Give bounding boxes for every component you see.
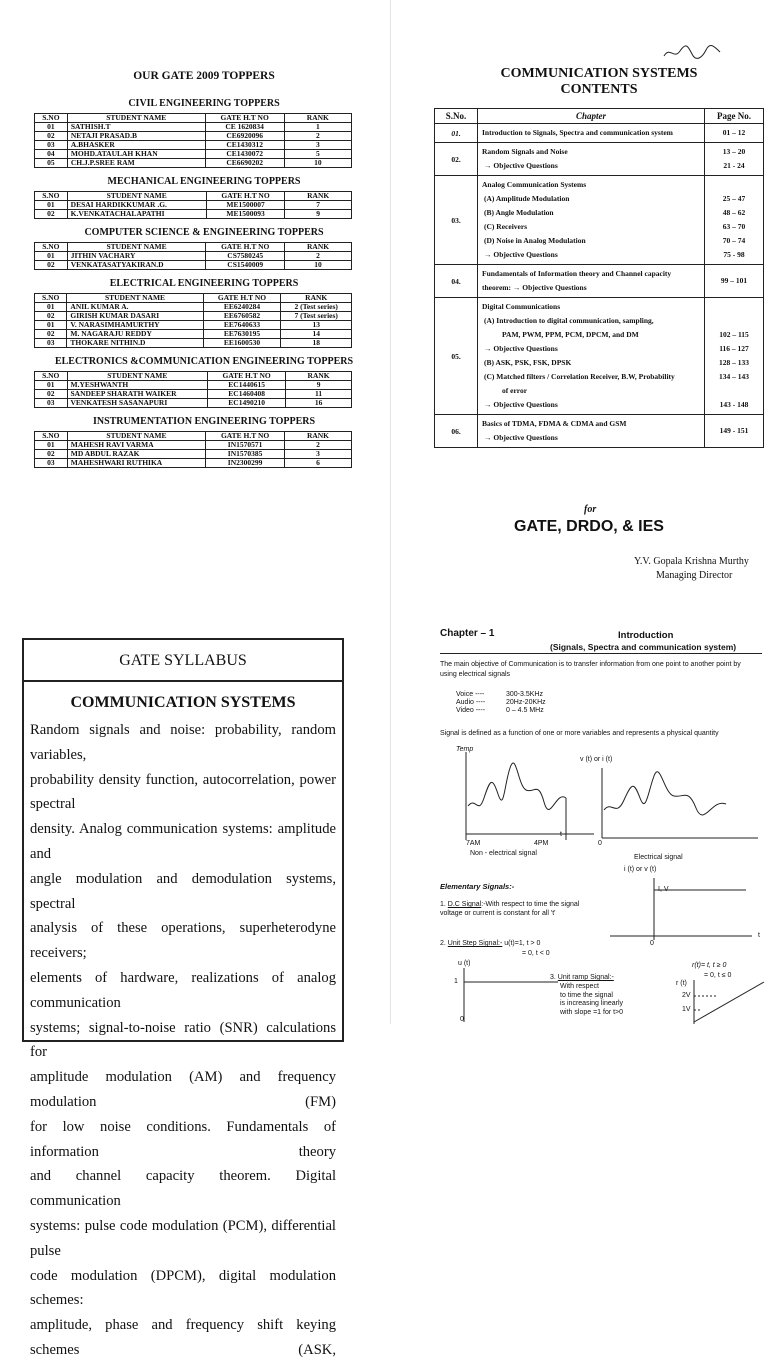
table-cell: 1 [284,123,351,132]
table-cell: MAHESHWARI RUTHIKA [67,459,205,468]
table-cell: 01 [35,381,68,390]
syllabus-line: systems; signal-to-noise ratio (SNR) calculations for [30,1019,336,1061]
syllabus-box [22,638,344,1358]
table-cell: VENKATASATYAKIRAN.D [67,261,206,270]
unit-step-graph [440,966,560,1024]
page-range: 13 – 20 [722,147,746,156]
page-range: 63 – 70 [722,222,746,231]
table-cell: ANIL KUMAR A. [67,303,203,312]
page-cell [705,176,764,265]
table-cell: MOHD.ATAULAH KHAN [67,150,205,159]
table-cell: GIRISH KUMAR DASARI [67,312,203,321]
column-header: S.NO [35,114,68,123]
page-range: 48 – 62 [722,208,746,217]
table-cell: 11 [286,390,352,399]
page-range: 128 – 133 [719,358,749,367]
band-voice-name: Voice ---- [456,691,485,698]
band-video [456,707,546,715]
syllabus-title: GATE SYLLABUS [24,640,342,682]
table-cell: EE7640633 [203,321,281,330]
chapter-number: 02. [435,143,478,176]
page-cell [705,265,764,298]
table-cell: 01 [35,303,67,312]
table-cell: 3 [284,141,351,150]
table-cell: 5 [284,150,351,159]
bands-list [456,691,546,715]
table-row [35,210,352,219]
signatory-name: Y.V. Gopala Krishna Murthy [634,556,749,567]
contents-row [435,298,764,415]
table-cell: 03 [35,399,68,408]
table-cell: EC1460408 [208,390,286,399]
table-cell: 02 [35,312,67,321]
topper-sections [26,98,382,468]
chapter-line: (C) Matched filters / Correlation Receiver, B.W, Probability [484,372,675,381]
chapter-line: (B) Angle Modulation [484,208,554,217]
table-cell: 2 [284,132,351,141]
ramp-eq1: r(t)= t, t ≥ 0 [692,962,727,969]
signal-definition: Signal is defined as a function of one or more variables and represents a physical quantity [440,730,719,737]
table-cell: 6 [284,459,351,468]
section-title: CIVIL ENGINEERING TOPPERS [128,98,280,109]
table-cell: 7 [285,201,352,210]
column-header: S.NO [35,192,68,201]
syllabus-line: analysis of these operations, superheterodyne receivers; [30,920,336,962]
toppers-table [34,191,352,219]
unit-ramp-graph [672,978,766,1024]
chapter-line: Analog Communication Systems [482,180,587,189]
contents-row [435,124,764,143]
table-cell: CS1540009 [206,261,285,270]
chapter-line: (D) Noise in Analog Modulation [484,236,586,245]
table-cell: MAHESH RAVI VARMA [67,441,205,450]
syllabus-line: amplitude modulation (AM) and frequency modulation (FM) [30,1069,336,1110]
table-cell: EC1440615 [208,381,286,390]
page-range: 70 – 74 [722,236,746,245]
chapter-line: of error [502,386,528,395]
chapter-cell [478,298,705,415]
toppers-title: OUR GATE 2009 TOPPERS [133,70,275,82]
band-video-range: 0 – 4.5 MHz [506,707,544,714]
syllabus-line: angle modulation and demodulation systems, spectral [30,870,336,912]
column-header: GATE H.T NO [206,243,285,252]
ramp-text-line: With respect [560,983,599,990]
table-cell: CE1430072 [205,150,284,159]
syllabus-line: and channel capacity theorem. Digital communication [30,1168,336,1210]
toppers-table [34,371,352,408]
page-range: 149 - 151 [719,426,749,435]
zero-3: 0 [460,1016,464,1023]
column-header: S.NO [35,243,68,252]
chapter-underline [440,653,762,654]
table-cell: 03 [35,141,68,150]
ut-label: u (t) [458,960,471,967]
syllabus-line: for low noise conditions. Fundamentals of information theory [30,1118,336,1160]
page-cell [705,143,764,176]
rt-label: r (t) [676,980,687,987]
table-cell: 3 [284,450,351,459]
chapter-line: PAM, PWM, PPM, PCM, DPCM, and DM [502,330,639,339]
toppers-table [34,113,352,168]
section-title: MECHANICAL ENGINEERING TOPPERS [107,176,301,187]
table-cell: IN1570571 [206,441,285,450]
header-page: Page No. [705,109,764,124]
one-label: 1 [454,978,458,985]
table-cell: CE 1620834 [205,123,284,132]
band-video-name: Video ---- [456,707,486,714]
chapter-number: 01. [435,124,478,143]
section-title: COMPUTER SCIENCE & ENGINEERING TOPPERS [84,227,324,238]
table-cell: A.BHASKER [67,141,205,150]
column-header: STUDENT NAME [67,192,206,201]
electrical-caption: Electrical signal [634,854,683,861]
ramp-line [694,982,764,1022]
chapter-number: 04. [435,265,478,298]
time-end: 4PM [534,840,549,847]
page-range [709,300,759,314]
chapter-line: → Objective Questions [484,161,558,170]
table-cell: CS7580245 [206,252,285,261]
chapter-line: → Objective Questions [484,344,558,353]
column-header: RANK [284,114,351,123]
chapter-line: Random Signals and Noise [482,147,568,156]
table-cell: 2 (Test series) [281,303,352,312]
time-start: 7AM [466,840,481,847]
band-audio-range: 20Hz-20KHz [506,699,546,706]
table-cell: ME1500093 [206,210,285,219]
chapter-line: (A) Introduction to digital communication, sampling, [484,316,654,325]
page-range: 25 – 47 [722,194,746,203]
table-cell: 01 [35,252,68,261]
page-range: 99 – 101 [720,276,748,285]
table-cell: DESAI HARDIKKUMAR .G. [67,201,206,210]
table-cell: CH.J.P.SREE RAM [67,159,205,168]
table-cell: 03 [35,339,67,348]
table-cell: M. NAGARAJU REDDY [67,330,203,339]
column-header: STUDENT NAME [67,372,208,381]
table-row [35,261,352,270]
table-row [35,339,352,348]
table-cell: 05 [35,159,68,168]
chapter-cell [478,143,705,176]
table-cell: 02 [35,261,68,270]
column-header: GATE H.T NO [203,294,281,303]
table-cell: 10 [284,159,351,168]
chapter-line: Digital Communications [482,302,561,311]
syllabus-text [24,718,342,1363]
dc-description: :-With respect to time the signal voltage or current is constant for all 't' [440,901,580,917]
page-range: 116 – 127 [719,344,749,353]
ramp-title: Unit ramp Signal:- [557,974,614,981]
table-cell: 18 [281,339,352,348]
unit-step-text: 2. Unit Step Signal:- u(t)=1, t > 0 [440,940,541,947]
table-cell: ME1500007 [206,201,285,210]
contents-page [434,66,764,596]
dc-title: D.C Signal [447,901,482,908]
zero-1: 0 [598,840,602,847]
non-electrical-caption: Non - electrical signal [470,850,537,857]
t-label-1: t [560,831,562,838]
column-header: RANK [281,294,352,303]
chapter-line: → Objective Questions [484,400,558,409]
table-cell: V. NARASIMHAMURTHY [67,321,203,330]
table-cell: CE1430312 [205,141,284,150]
vi-label: v (t) or i (t) [580,756,613,763]
contents-row [435,415,764,448]
table-cell: 9 [286,381,352,390]
table-cell: SATHISH.T [67,123,205,132]
table-cell: CE6690202 [205,159,284,168]
header-chapter: Chapter [478,109,705,124]
table-cell: IN2300299 [206,459,285,468]
ramp-title-row: 3. Unit ramp Signal:- [550,974,614,981]
chapter-line: Introduction to Signals, Spectra and communication system [482,128,673,137]
toppers-table [34,431,352,468]
table-cell: 02 [35,132,68,141]
page-divider [390,0,391,1024]
column-header: RANK [284,432,351,441]
chapter-cell [478,176,705,265]
syllabus-line: systems: pulse code modulation (PCM), differential pulse [30,1217,336,1259]
table-cell: 03 [35,459,68,468]
column-header: GATE H.T NO [208,372,286,381]
table-cell: MD ABDUL RAZAK [67,450,205,459]
unit-step-title: Unit Step Signal:- [447,940,503,947]
contents-title: COMMUNICATION SYSTEMS [500,66,698,81]
table-cell: 01 [35,321,67,330]
electrical-graph [596,764,762,844]
table-cell: 01 [35,201,68,210]
non-electrical-graph [456,746,596,846]
chapter-line: → Objective Questions [484,250,558,259]
chapter-number: 03. [435,176,478,265]
chapter-number: 05. [435,298,478,415]
table-cell: 02 [35,450,68,459]
ramp-text [560,983,623,1017]
chapter-line: (B) ASK, PSK, FSK, DPSK [484,358,572,367]
table-row [35,459,352,468]
chapter-cell [478,415,705,448]
table-cell: EE1600530 [203,339,281,348]
iv-label: I, V [658,886,669,893]
column-header: STUDENT NAME [67,243,206,252]
two-v-label: 2V [682,992,691,999]
table-row [35,399,352,408]
exams-label: GATE, DRDO, & IES [514,518,664,535]
table-cell: 9 [285,210,352,219]
table-cell: 2 [285,252,352,261]
page-cell [705,415,764,448]
column-header: STUDENT NAME [67,294,203,303]
page-range: 21 - 24 [723,161,745,170]
table-cell: SANDEEP SHARATH WAIKER [67,390,208,399]
temp-label: Temp [456,746,474,753]
table-row [35,159,352,168]
page-range: 143 - 148 [719,400,749,409]
contents-row [435,176,764,265]
table-cell: CE6920096 [205,132,284,141]
chapter-line: → Objective Questions [484,433,558,442]
page-range [709,384,759,398]
table-cell: EE6760582 [203,312,281,321]
table-cell: VENKATESH SASANAPURI [67,399,208,408]
table-cell: EE6240284 [203,303,281,312]
syllabus-line: Random signals and noise: probability, random variables, [30,722,336,763]
signatory-designation: Managing Director [656,570,733,581]
table-cell: M.YESHWANTH [67,381,208,390]
table-cell: 01 [35,441,68,450]
page-cell [705,298,764,415]
table-cell: THOKARE NITHIN.D [67,339,203,348]
handwritten-signature [662,42,722,62]
table-cell: NETAJI PRASAD.B [67,132,205,141]
band-voice [456,691,546,699]
table-cell: 02 [35,330,67,339]
ramp-text-line: with slope =1 for t>0 [560,1008,624,1016]
chapter1-page [436,628,766,1024]
chapter-line: Basics of TDMA, FDMA & CDMA and GSM [482,419,627,428]
table-cell: K.VENKATACHALAPATHI [67,210,206,219]
page-range [709,178,759,192]
chapter-title: Introduction [618,630,674,641]
section-title: ELECTRICAL ENGINEERING TOPPERS [109,278,299,289]
t-label-2: t [758,932,760,939]
contents-row [435,265,764,298]
chapter-number: 06. [435,415,478,448]
column-header: RANK [285,243,352,252]
column-header: RANK [286,372,352,381]
table-cell: 02 [35,210,68,219]
table-cell: 2 [284,441,351,450]
contents-subtitle: CONTENTS [560,82,638,97]
chapter-line: Fundamentals of Information theory and Channel capacity [482,269,672,278]
column-header: S.NO [35,372,68,381]
chapter-cell [478,124,705,143]
band-audio-name: Audio ---- [456,699,486,706]
column-header: GATE H.T NO [206,432,285,441]
page-cell [705,124,764,143]
band-voice-range: 300-3.5KHz [506,691,543,698]
table-cell: 13 [281,321,352,330]
table-cell: 01 [35,123,68,132]
table-cell: 04 [35,150,68,159]
syllabus-line: elements of hardware, realizations of analog communication [30,969,336,1011]
column-header: S.NO [35,294,67,303]
table-cell: IN1570385 [206,450,285,459]
table-cell: EC1490210 [208,399,286,408]
band-audio [456,699,546,707]
header-sno: S.No. [435,109,478,124]
section-title: INSTRUMENTATION ENGINEERING TOPPERS [92,416,316,427]
elementary-heading: Elementary Signals:- [440,882,515,891]
page-range: 134 – 143 [719,372,749,381]
chapter-line: (C) Receivers [484,222,528,231]
chapter-subtitle: (Signals, Spectra and communication system) [550,642,737,652]
ramp-text-line: to time the signal [560,991,613,999]
ramp-eq2: = 0, t ≤ 0 [704,972,732,979]
for-label: for [584,504,597,515]
table-cell: 10 [285,261,352,270]
toppers-table [34,293,352,348]
column-header: GATE H.T NO [206,192,285,201]
column-header: RANK [285,192,352,201]
column-header: S.NO [35,432,68,441]
page-range: 01 – 12 [722,128,746,137]
syllabus-line: probability density function, autocorrelation, power spectral [30,771,336,813]
toppers-page [26,70,382,600]
dc-signal-graph [606,874,756,944]
contents-row [435,143,764,176]
table-cell: 16 [286,399,352,408]
table-cell: EE7630195 [203,330,281,339]
zero-2: 0 [650,940,654,947]
temperature-curve [468,763,566,810]
one-v-label: 1V [682,1006,691,1013]
chapter-line: (A) Amplitude Modulation [484,194,570,203]
page-range [709,314,759,328]
column-header: STUDENT NAME [67,114,205,123]
page-range: 102 – 115 [719,330,749,339]
column-header: STUDENT NAME [67,432,205,441]
table-cell: 14 [281,330,352,339]
dc-signal-text: 1. D.C Signal:-With respect to time the signal voltage or current is constant for all 't' [440,901,580,917]
chapter-line: theorem: → Objective Questions [482,283,587,292]
chapter-cell [478,265,705,298]
table-cell: 7 (Test series) [281,312,352,321]
table-cell: JITHIN VACHARY [67,252,206,261]
toppers-table [34,242,352,270]
syllabus-line: code modulation (DPCM), digital modulation schemes: [30,1267,336,1309]
it-label: i (t) or v (t) [624,866,657,873]
syllabus-line: amplitude, phase and frequency shift keying schemes (ASK, [30,1317,336,1358]
syllabus-line: density. Analog communication systems: amplitude and [30,821,336,862]
contents-table [434,108,764,448]
chapter-label: Chapter – 1 [440,628,495,639]
section-title: ELECTRONICS &COMMUNICATION ENGINEERING TOPPERS [54,356,354,367]
table-cell: 02 [35,390,68,399]
intro-text: The main objective of Communication is to transfer information from one point to another point by using electrical signals [440,661,741,678]
unit-step-eq1: u(t)=1, t > 0 [504,940,541,947]
syllabus-subject: COMMUNICATION SYSTEMS [70,694,296,711]
page-range: 75 - 98 [723,250,745,259]
column-header: GATE H.T NO [205,114,284,123]
unit-step-eq2: = 0, t < 0 [522,950,550,957]
electrical-curve [604,772,726,815]
ramp-text-line: is increasing linearly [560,1000,624,1007]
